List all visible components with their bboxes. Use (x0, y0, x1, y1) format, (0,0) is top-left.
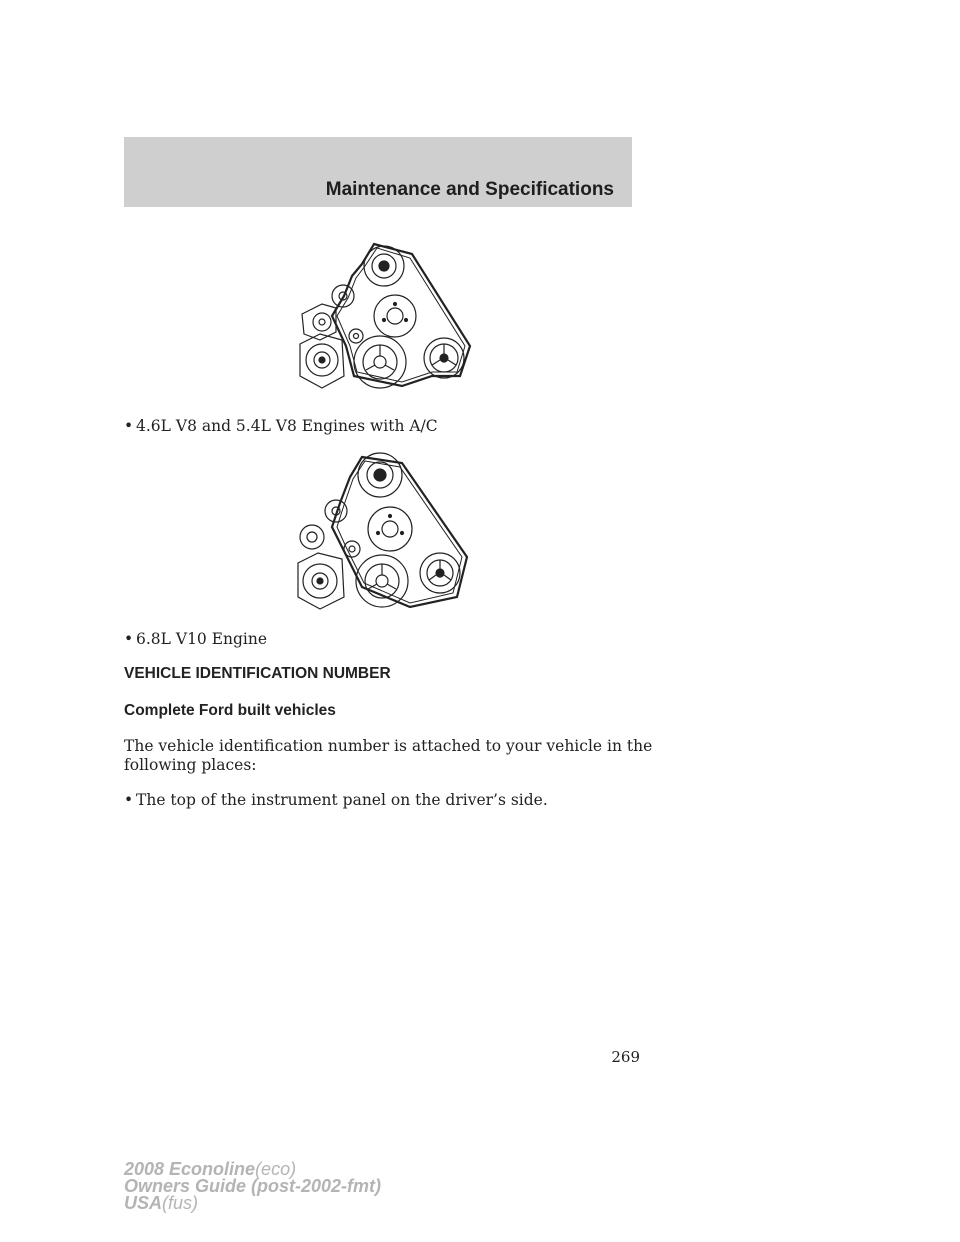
diagram-2-caption (124, 630, 267, 649)
diagram-1-caption-text: 4.6L V8 and 5.4L V8 Engines with A/C (136, 417, 438, 435)
diagram-2-caption-text: 6.8L V10 Engine (136, 630, 268, 648)
bullet-glyph: • (124, 417, 134, 435)
footer-market: USA (124, 1193, 163, 1213)
vin-paragraph-line-2: following places: (124, 756, 257, 774)
section-title: Maintenance and Specifications (325, 179, 614, 200)
diagram-1-caption (124, 417, 438, 436)
bullet-glyph: • (124, 791, 134, 809)
footer-line-3 (124, 1195, 381, 1212)
complete-ford-subheading: Complete Ford built vehicles (124, 702, 336, 719)
page-number: 269 (611, 1048, 640, 1066)
vin-heading: VEHICLE IDENTIFICATION NUMBER (124, 665, 391, 682)
vin-paragraph-line-1: The vehicle identification number is attached to your vehicle in the (124, 737, 653, 755)
vin-location-text: The top of the instrument panel on the driver’s side. (136, 791, 548, 809)
belt-diagram-1-image (292, 236, 472, 396)
footer-market-code: (fus) (162, 1193, 199, 1213)
section-header-band (124, 137, 632, 207)
vin-location-bullet (124, 791, 548, 810)
belt-routing-diagram-1 (292, 236, 472, 396)
belt-routing-diagram-2 (292, 447, 472, 612)
footer-model-code: (eco) (255, 1159, 297, 1179)
footer-model: 2008 Econoline (124, 1159, 256, 1179)
document-footer (124, 1161, 381, 1212)
bullet-glyph: • (124, 630, 134, 648)
belt-diagram-2-image (292, 447, 472, 612)
footer-line-2: Owners Guide (post-2002-fmt) (124, 1176, 382, 1196)
